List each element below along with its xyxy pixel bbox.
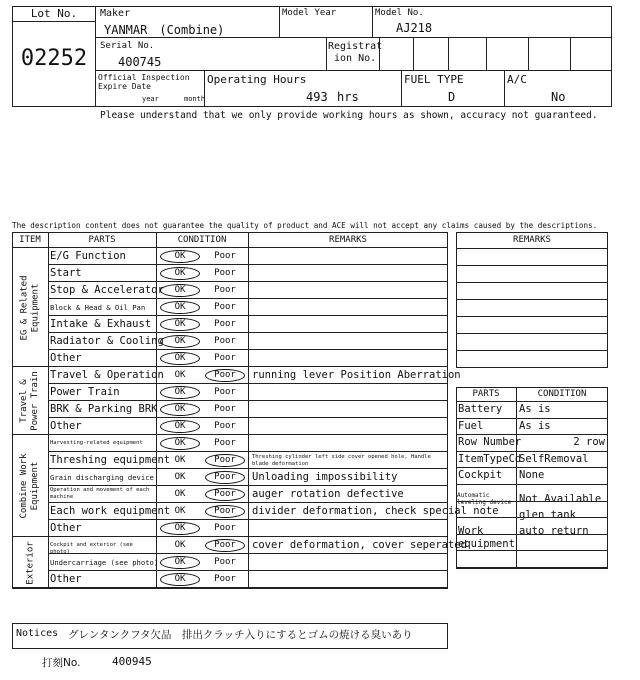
model-no-label: Model No. [375,8,424,18]
ok-label: OK [174,489,186,499]
table-header-item: ITEM [19,235,41,245]
part-label: Block & Head & Oil Pan [50,303,146,312]
right-remarks-header: REMARKS [513,235,551,245]
ok-label: OK [174,251,186,261]
side-condition-value: SelfRemoval [519,452,589,465]
part-label: Other [50,352,82,364]
remark-text: auger rotation defective [252,488,404,500]
remarks-line [456,316,608,317]
group-label: EG & Related Equipment [19,274,40,341]
notices-label: Notices [16,628,59,639]
poor-selected-circle [205,505,245,518]
side-condition-value: As is [519,419,551,432]
divider [204,71,205,107]
remark-text: divider deformation, check special note [252,505,499,517]
ac-label: A/C [507,73,527,86]
part-label: Harvesting-related equipment [50,440,143,446]
ok-selected-circle [160,335,200,348]
poor-label: Poor [214,268,236,278]
part-label: Power Train [50,386,120,398]
part-label: BRK & Parking BRK [50,403,158,415]
ok-label: OK [174,438,186,448]
remark-text: Threshing cylinder left side cover opened hole, Handle blade deformation [252,454,431,467]
part-label: Stop & Accelerator [50,284,164,296]
ok-selected-circle [160,420,200,433]
side-divider [516,387,517,569]
lot-no: 02252 [20,46,88,71]
remarks-line [456,333,608,334]
poor-label: Poor [214,251,236,261]
part-label: E/G Function [50,250,126,262]
group-label: Travel & Power Train [19,371,40,431]
year-label: year [142,95,159,103]
registration-label-2: ion No. [334,53,377,64]
ok-label: OK [174,455,186,465]
ok-selected-circle [160,522,200,535]
work-equipment-label-2: equipment [458,538,515,550]
reg-box-divider [570,38,571,71]
ok-selected-circle [160,267,200,280]
ok-label: OK [174,370,186,380]
remark-text: running lever Position Aberration [252,369,461,381]
side-part-label: Battery [458,403,503,415]
inspection-label-1: Official Inspection [98,73,190,82]
ok-label: OK [174,387,186,397]
ok-label: OK [174,421,186,431]
right-remarks-box [456,232,608,368]
ok-label: OK [174,523,186,533]
side-table-line [456,517,608,518]
poor-label: Poor [214,336,236,346]
side-part-label: Fuel [458,419,484,432]
poor-label: Poor [214,302,236,312]
ok-label: OK [174,302,186,312]
fuel-type-value: D [448,90,456,104]
glen-tank: glen tank [519,509,576,521]
poor-label: Poor [214,540,236,550]
side-part-label: Cockpit [458,469,503,482]
divider [372,6,373,38]
remarks-line [456,282,608,283]
side-parts-header: PARTS [472,389,500,399]
divider [504,71,505,107]
poor-label: Poor [214,370,236,380]
ok-selected-circle [160,352,200,365]
poor-label: Poor [214,455,236,465]
maker-value: YANMAR (Combine) [104,23,225,37]
part-label: Start [50,267,82,279]
table-header-parts: PARTS [88,235,116,245]
part-label: Operation and movement of each machine [50,487,150,500]
table-header-remarks: REMARKS [329,235,367,245]
auto-return: auto return [519,525,589,537]
remarks-line [456,265,608,266]
side-table-line [456,467,608,468]
side-table-line [456,418,608,419]
ok-label: OK [174,285,186,295]
side-part-label: Row Number [458,436,522,449]
poor-label: Poor [214,506,236,516]
side-condition-value: 2 row [573,436,605,449]
poor-selected-circle [205,471,245,484]
divider [401,71,402,107]
stamp-no: 400945 [112,655,152,668]
part-label: Other [50,573,82,585]
poor-label: Poor [214,353,236,363]
auto-level-label: Automatic leveling device [457,492,512,506]
ok-label: OK [174,319,186,329]
ok-label: OK [174,574,186,584]
poor-label: Poor [214,404,236,414]
ok-selected-circle [160,403,200,416]
poor-label: Poor [214,523,236,533]
part-label: Cockpit and exterior (see photo) [50,542,133,555]
work-equipment-label: Work [458,525,484,537]
side-condition-value: None [519,469,545,482]
part-label: Radiator & Cooling [50,335,164,347]
part-label: Travel & Operation [50,369,164,381]
ok-label: OK [174,404,186,414]
poor-label: Poor [214,574,236,584]
ok-label: OK [174,268,186,278]
side-table-line [456,401,608,402]
reg-box-divider [448,38,449,71]
hours-notice: Please understand that we only provide working hours as shown, accuracy not guaranteed. [100,110,598,121]
poor-selected-circle [205,488,245,501]
fuel-type-label: FUEL TYPE [404,73,464,86]
inspection-label-2: Expire Date [98,82,151,91]
ok-label: OK [174,353,186,363]
side-table-line [456,501,608,502]
poor-selected-circle [205,539,245,552]
poor-label: Poor [214,387,236,397]
remarks-line [456,299,608,300]
part-label: Intake & Exhaust [50,318,152,330]
hours-unit: hrs [337,90,359,104]
poor-label: Poor [214,438,236,448]
ok-selected-circle [160,573,200,586]
ok-label: OK [174,506,186,516]
side-condition-value: As is [519,403,551,415]
poor-label: Poor [214,319,236,329]
reg-box-divider [486,38,487,71]
part-label: Each work equipment [50,505,171,517]
ok-selected-circle [160,284,200,297]
reg-box-divider [413,38,414,71]
ok-selected-circle [160,556,200,569]
maker-label: Maker [100,8,131,19]
stamp-label: 打刻No. [42,657,81,669]
ok-label: OK [174,557,186,567]
ok-label: OK [174,540,186,550]
month-label: month [184,95,206,103]
reg-box-divider [528,38,529,71]
poor-label: Poor [214,472,236,482]
group-label: Combine Work Equipment [19,453,40,519]
poor-label: Poor [214,285,236,295]
auto-level-value: Not Available [519,493,602,505]
side-condition-header: CONDITION [537,389,587,399]
part-label: Undercarriage (see photo) [50,558,159,567]
model-year-label: Model Year [282,8,337,18]
side-table-line [456,451,608,452]
ok-selected-circle [160,437,200,450]
ac-value: No [551,90,566,104]
group-label: Exterior [25,540,35,585]
side-table-line [456,434,608,435]
poor-selected-circle [205,454,245,467]
poor-label: Poor [214,421,236,431]
remarks-line [456,350,608,351]
table-header-condition: CONDITION [177,235,227,245]
poor-label: Poor [214,489,236,499]
divider [279,6,280,38]
ok-label: OK [174,336,186,346]
ok-selected-circle [160,386,200,399]
lot-no-label: Lot No. [30,7,78,20]
part-label: Threshing equipment [50,454,171,466]
side-table-line [456,550,608,551]
serial-no-label: Serial No. [100,41,155,51]
part-label: Grain discharging device [50,473,154,482]
serial-no-value: 400745 [118,55,162,69]
ok-selected-circle [160,318,200,331]
reg-box-divider [379,38,380,71]
remark-text: cover deformation, cover seperated [252,539,467,551]
part-label: Other [50,522,82,534]
remark-text: Unloading impossibility [252,471,398,483]
side-part-label: ItemTypeCd [458,452,522,465]
poor-selected-circle [205,369,245,382]
side-table-line [456,484,608,485]
remarks-line [456,248,608,249]
registration-label-1: Registrat [328,41,383,52]
divider [326,38,327,71]
side-table-line [456,534,608,535]
ok-selected-circle [160,301,200,314]
notices-text: グレンタンクフタ欠品 排出クラッチ入りにするとゴムの焼ける臭いあり [68,629,413,641]
poor-label: Poor [214,557,236,567]
part-label: Other [50,420,82,432]
side-table-line [456,567,608,568]
ok-label: OK [174,472,186,482]
operating-hours-value: 493 [306,90,328,104]
model-no-value: AJ218 [396,21,433,35]
ok-selected-circle [160,250,200,263]
operating-hours-label: Operating Hours [207,73,307,86]
disclaimer: The description content does not guarantee the quality of product and ACE will not accept any claims caused by the descriptions. [12,221,598,230]
